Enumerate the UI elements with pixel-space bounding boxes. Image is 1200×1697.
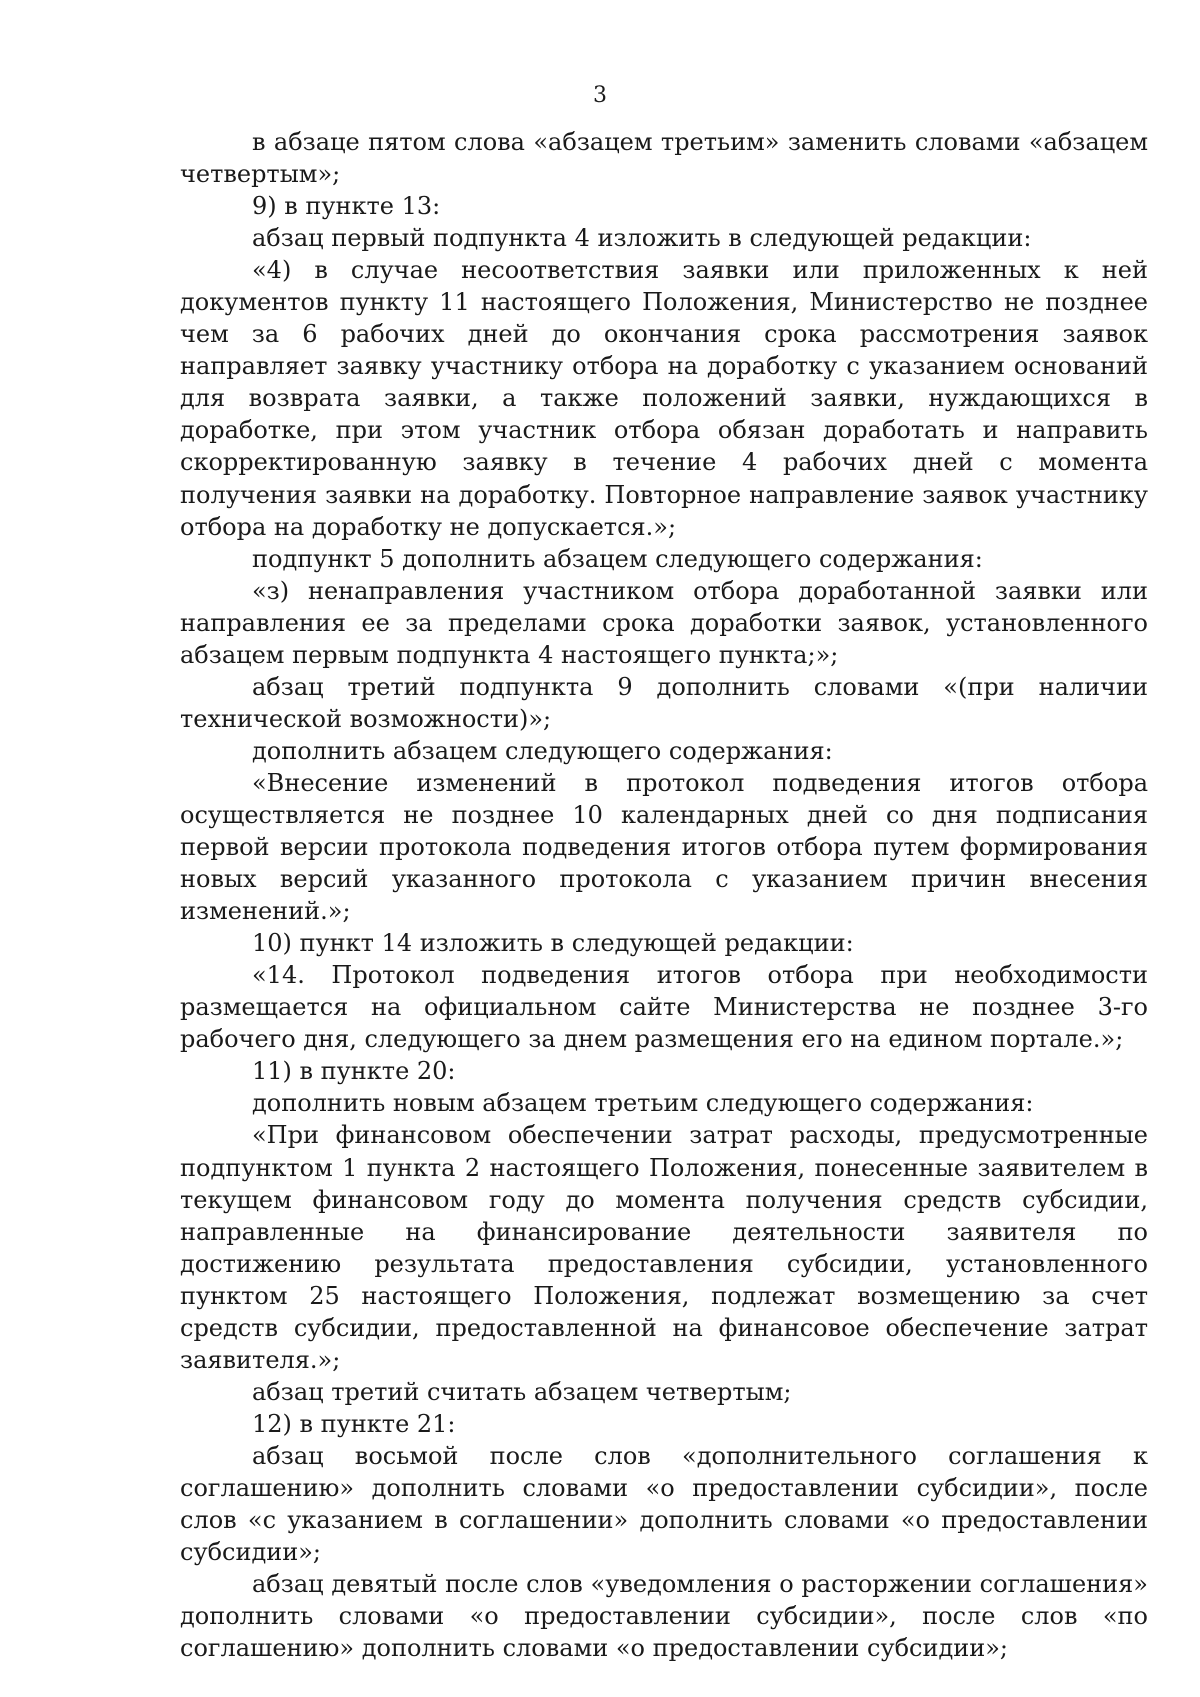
document-body bbox=[180, 126, 1148, 1664]
paragraph: дополнить новым абзацем третьим следующего содержания: bbox=[252, 1089, 1034, 1118]
paragraph: «14. Протокол подведения итогов отбора при необходимости размещается на официальном сайте Министерства не позднее 3-го рабочего дня, следующего за днем размещения его на едином портале.»; bbox=[180, 961, 1148, 1054]
page-number: 3 bbox=[593, 83, 607, 108]
paragraph: «При финансовом обеспечении затрат расходы, предусмотренные подпунктом 1 пункта 2 настоящего Положения, понесенные заявителем в текущем финансовом году до момента получения средств субсидии, направленные на финансирование деятельности заявителя по достижению результата предоставления субсидии, установленного пунктом 25 настоящего Положения, подлежат возмещению за счет средств субсидии, предоставленной на финансовое обеспечение затрат заявителя.»; bbox=[180, 1121, 1148, 1374]
paragraph: 10) пункт 14 изложить в следующей редакции: bbox=[252, 929, 854, 958]
paragraph: абзац девятый после слов «уведомления о расторжении соглашения» дополнить словами «о предоставлении субсидии», после слов «по соглашению» дополнить словами «о предоставлении субсидии»; bbox=[180, 1570, 1148, 1663]
paragraph: «Внесение изменений в протокол подведения итогов отбора осуществляется не позднее 10 календарных дней со дня подписания первой версии протокола подведения итогов отбора путем формирования новых версий указанного протокола с указанием причин внесения изменений.»; bbox=[180, 768, 1148, 926]
paragraph: подпункт 5 дополнить абзацем следующего содержания: bbox=[252, 544, 983, 573]
paragraph: 11) в пункте 20: bbox=[252, 1057, 456, 1086]
paragraph: абзац третий считать абзацем четвертым; bbox=[252, 1377, 792, 1406]
paragraph: «з) ненаправления участником отбора доработанной заявки или направления ее за пределами срока доработки заявок, установленного абзацем первым подпункта 4 настоящего пункта;»; bbox=[180, 576, 1148, 669]
paragraph: 9) в пункте 13: bbox=[252, 192, 441, 221]
paragraph: 12) в пункте 21: bbox=[252, 1409, 456, 1438]
paragraph: абзац первый подпункта 4 изложить в следующей редакции: bbox=[252, 224, 1032, 253]
paragraph: дополнить абзацем следующего содержания: bbox=[252, 736, 833, 765]
paragraph: абзац третий подпункта 9 дополнить словами «(при наличии технической возможности)»; bbox=[180, 672, 1148, 733]
paragraph: абзац восьмой после слов «дополнительного соглашения к соглашению» дополнить словами «о предоставлении субсидии», после слов «с указанием в соглашении» дополнить словами «о предоставлении субсидии»; bbox=[180, 1441, 1148, 1567]
paragraph: «4) в случае несоответствия заявки или приложенных к ней документов пункту 11 настоящего Положения, Министерство не позднее чем за 6 рабочих дней до окончания срока рассмотрения заявок направляет заявку участнику отбора на доработку с указанием оснований для возврата заявки, а также положений заявки, нуждающихся в доработке, при этом участник отбора обязан доработать и направить скорректированную заявку в течение 4 рабочих дней с момента получения заявки на доработку. Повторное направление заявок участнику отбора на доработку не допускается.»; bbox=[180, 256, 1148, 541]
paragraph: в абзаце пятом слова «абзацем третьим» заменить словами «абзацем четвертым»; bbox=[180, 128, 1148, 189]
